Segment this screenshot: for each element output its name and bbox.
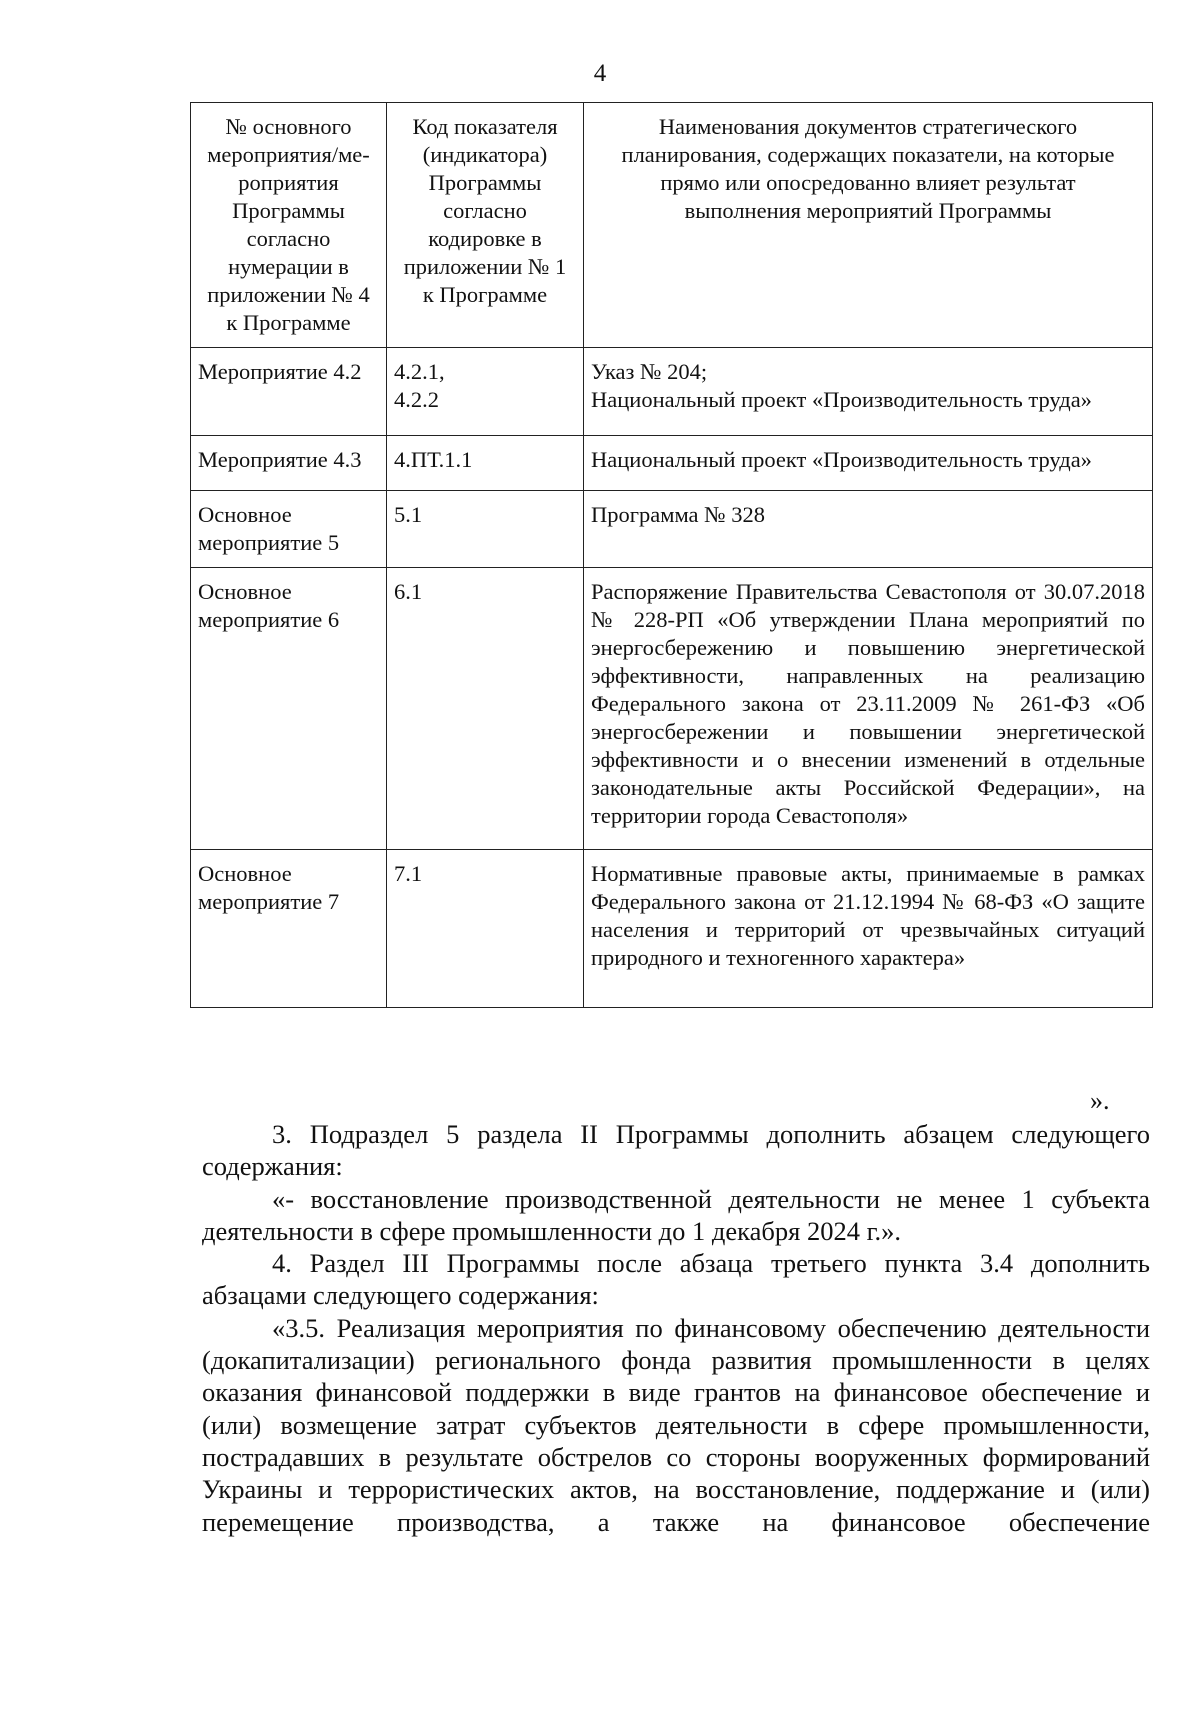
- cell-documents: Национальный проект «Производительность труда»: [584, 436, 1153, 491]
- cell-code: 5.1: [387, 491, 584, 568]
- cell-documents: Распоряжение Правительства Севастополя от 30.07.2018 № 228-РП «Об утверждении Плана мероприятий по энергосбережению и повышению энергетической эффективности, направленных на реализацию Федерального закона от 23.11.2009 № 261-ФЗ «Об энергосбережении и повышении энергетической эффективности и о внесении изменений в отдельные законодательные акты Российской Федерации», на территории города Севастополя»: [584, 568, 1153, 850]
- cell-documents: Указ № 204; Национальный проект «Производительность труда»: [584, 348, 1153, 436]
- header-event-number: № основного мероприятия/ме- роприятия Программы согласно нумерации в приложении № 4 к Программе: [191, 103, 387, 348]
- cell-event: Основное мероприятие 5: [191, 491, 387, 568]
- table-row: [191, 568, 1153, 850]
- cell-code: 4.2.1, 4.2.2: [387, 348, 584, 436]
- table-row: [191, 436, 1153, 491]
- paragraph-quote-restoration: «- восстановление производственной деятельности не менее 1 субъекта деятельности в сфере промышленности до 1 декабря 2024 г.».: [202, 1183, 1150, 1246]
- cell-documents: Нормативные правовые акты, принимаемые в рамках Федерального закона от 21.12.1994 № 68-ФЗ «О защите населения и территорий от чрезвычайных ситуаций природного и техногенного характера»: [584, 850, 1153, 1008]
- page-number: 4: [593, 60, 607, 87]
- paragraph-subsection-5: 3. Подраздел 5 раздела II Программы дополнить абзацем следующего содержания:: [202, 1119, 1150, 1182]
- table-row: [191, 348, 1153, 436]
- cell-code: 6.1: [387, 568, 584, 850]
- header-documents: Наименования документов стратегического планирования, содержащих показатели, на которые прямо или опосредованно влияет результат выполнения мероприятий Программы: [584, 103, 1153, 348]
- table-row: [191, 850, 1153, 1008]
- cell-code: 4.ПТ.1.1: [387, 436, 584, 491]
- strategic-documents-table: [190, 102, 1153, 1008]
- paragraph-section-3: 4. Раздел III Программы после абзаца третьего пункта 3.4 дополнить абзацами следующего содержания:: [202, 1248, 1150, 1311]
- cell-code: 7.1: [387, 850, 584, 1008]
- cell-event: Основное мероприятие 6: [191, 568, 387, 850]
- cell-event: Мероприятие 4.3: [191, 436, 387, 491]
- table-row: [191, 491, 1153, 568]
- cell-documents: Программа № 328: [584, 491, 1153, 568]
- header-indicator-code: Код показателя (индикатора) Программы согласно кодировке в приложении № 1 к Программе: [387, 103, 584, 348]
- closing-quote: ».: [1090, 1086, 1110, 1115]
- cell-event: Мероприятие 4.2: [191, 348, 387, 436]
- cell-event: Основное мероприятие 7: [191, 850, 387, 1008]
- body-text: [202, 1118, 1150, 1538]
- table-header-row: [191, 103, 1153, 348]
- paragraph-quote-3-5: «3.5. Реализация мероприятия по финансовому обеспечению деятельности (докапитализации) регионального фонда развития промышленности в целях оказания финансовой поддержки в виде грантов на финансовое обеспечение и (или) возмещение затрат субъектов деятельности в сфере промышленности, пострадавших в результате обстрелов со стороны вооруженных формирований Украины и террористических актов, на восстановление, поддержание и (или) перемещение производства, а также на финансовое обеспечение: [202, 1312, 1150, 1537]
